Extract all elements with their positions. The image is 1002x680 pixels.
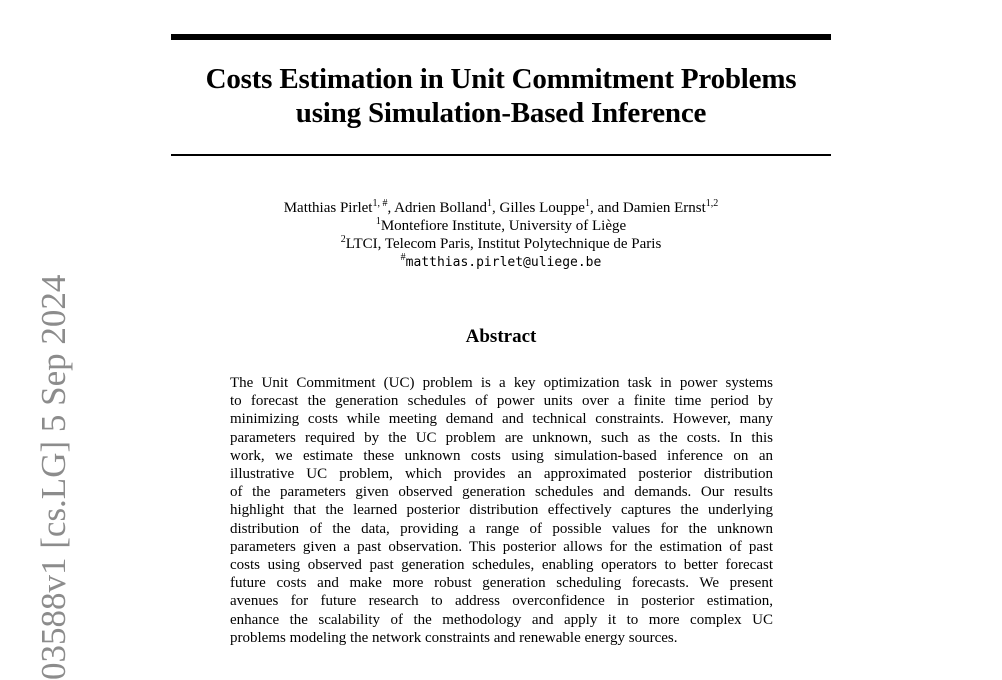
author-block	[171, 199, 831, 272]
abstract-line: avenues for future research to address overconfidence in posterior estimation,	[230, 593, 773, 610]
abstract-line: parameters required by the UC problem are unknown, such as the costs. In this	[230, 429, 773, 446]
author-name: Damien Ernst	[622, 200, 706, 216]
top-rule	[171, 34, 831, 40]
abstract-line: costs using observed past generation schedules, enabling operators to better forecast	[230, 557, 773, 574]
author-list: Matthias Pirlet$^{1, \#}$, Adrien Bolland$^1$, Gilles Louppe$^1$, and Damien Ernst$^{1,2}$	[283, 198, 719, 216]
title-line: Costs Estimation in Unit Commitment Problems	[205, 63, 797, 95]
paper-title	[171, 62, 831, 130]
abstract-line: problems modeling the network constraints and renewable energy sources.	[230, 629, 678, 646]
abstract-line: enhance the scalability of the methodology and apply it to more complex UC	[230, 611, 773, 628]
affiliation-text: Montefiore Institute, University of Liège	[380, 218, 627, 234]
abstract-line: minimizing costs while meeting demand and technical constraints. However, many	[230, 411, 773, 428]
author-name: Gilles Louppe	[499, 200, 585, 216]
author-affiliation-mark: 1	[487, 198, 493, 209]
affiliation-1	[171, 217, 831, 235]
email-mark: #	[400, 252, 406, 263]
title-line: using Simulation-Based Inference	[295, 97, 707, 129]
contact-email	[171, 253, 831, 272]
author-affiliation-mark: 1, #	[372, 198, 388, 209]
bottom-rule	[171, 154, 831, 156]
affiliation-mark: 1	[375, 216, 381, 227]
abstract-line: to forecast the generation schedules of power units over a finite time period by	[230, 393, 773, 410]
abstract-line: work, we estimate these unknown costs using simulation-based inference on an	[230, 447, 773, 464]
author-affiliation-mark: 1,2	[705, 198, 719, 209]
author-name: Adrien Bolland	[394, 200, 488, 216]
affiliation-text: LTCI, Telecom Paris, Institut Polytechnique de Paris	[345, 236, 662, 252]
affiliation-2	[171, 235, 831, 253]
author-affiliation-mark: 1	[584, 198, 590, 209]
abstract-line: of the parameters given observed generation schedules and demands. Our results	[230, 484, 773, 501]
abstract-body	[230, 374, 773, 647]
email-address[interactable]: matthias.pirlet@uliege.be	[405, 255, 602, 270]
abstract-line: illustrative UC problem, which provides an approximated posterior distribution	[230, 466, 773, 483]
arxiv-identifier-stamp: 03588v1 [cs.LG] 5 Sep 2024	[34, 274, 73, 680]
affiliation-mark: 2	[340, 234, 346, 245]
author-name: Matthias Pirlet	[283, 200, 373, 216]
abstract-line: The Unit Commitment (UC) problem is a key optimization task in power systems	[230, 375, 773, 391]
abstract-heading: Abstract	[465, 326, 537, 347]
abstract-line: distribution of the data, providing a range of possible values for the unknown	[230, 520, 773, 537]
abstract-line: parameters given a past observation. This posterior allows for the estimation of past	[230, 538, 773, 555]
abstract-line: future costs and make more robust generation scheduling forecasts. We present	[230, 575, 773, 592]
abstract-line: highlight that the learned posterior distribution effectively captures the underlying	[230, 502, 773, 519]
